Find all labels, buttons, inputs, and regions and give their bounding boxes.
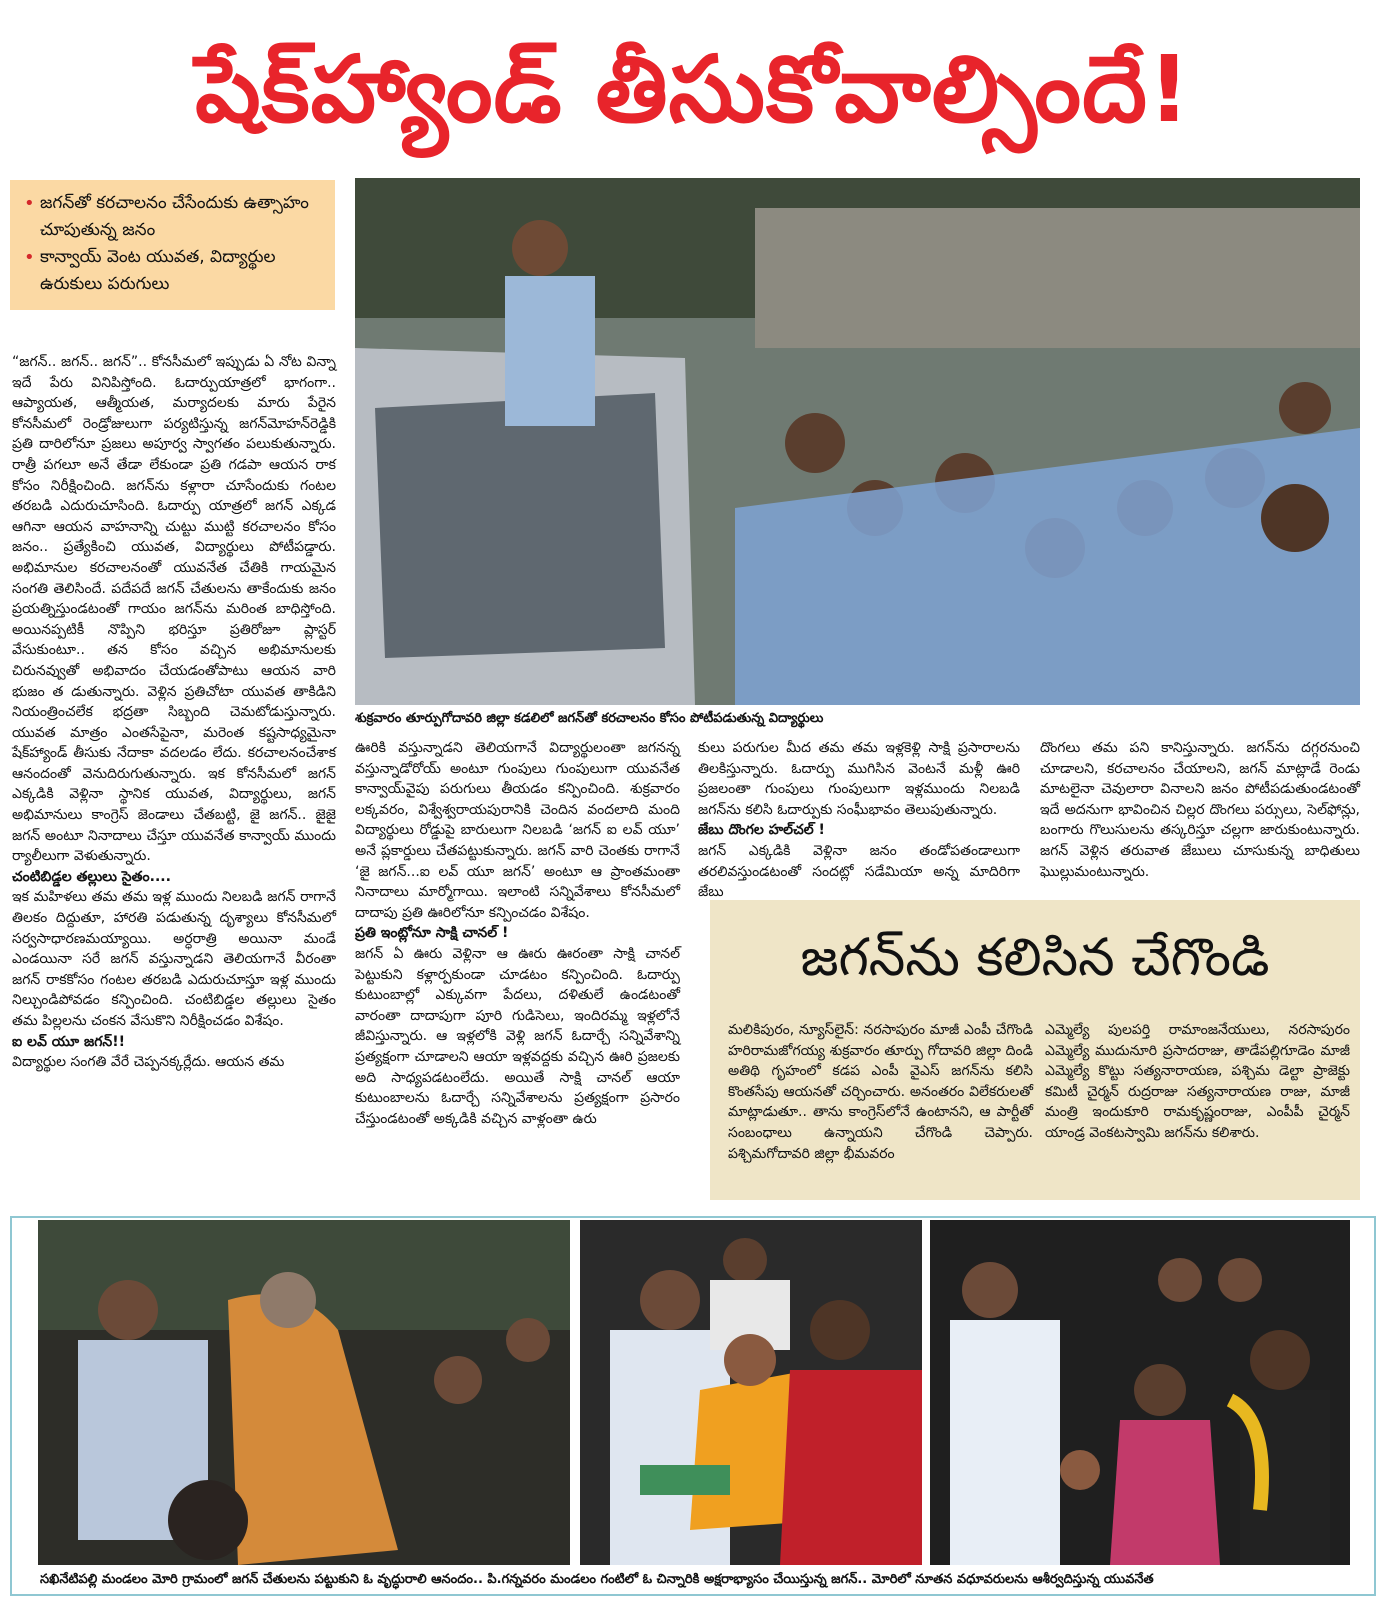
article-paragraph: విద్యార్థుల సంగతి వేరే చెప్పనక్కర్లేదు. ఆయన తమ bbox=[12, 1054, 285, 1071]
sidebar-column-1 bbox=[728, 1020, 1033, 1190]
highlight-item: • కాన్వాయ్ వెంట యువత, విద్యార్థుల ఉరుకులు పరుగులు bbox=[22, 244, 323, 298]
photo-child-letters bbox=[580, 1220, 922, 1565]
article-paragraph: దొంగలు తమ పని కానిస్తున్నారు. జగన్‌ను దగ్గరనుంచి చూడాలని, కరచాలనం చేయాలని, జగన్ మాట్లాడే రెండు మాటలైనా చెవులారా వినాలని జనం పోటీపడుతుండటంతో ఇదే అదనుగా భావించిన చిల్లర దొంగలు పర్సులు, సెల్‌ఫోన్లు, బంగారు గొలుసులను తస్కరిస్తూ చల్లగా జారుకుంటున్నారు. జగన్ వెళ్లిన తరువాత జేబులు చూసుకున్న బాధితులు ఘొల్లుమంటున్నారు. bbox=[1040, 740, 1360, 880]
article-paragraph: కులు పరుగుల మీద తమ తమ ఇళ్లకెళ్లి సాక్షి ప్రసారాలను తిలకిస్తున్నారు. ఓదార్పు ముగిసిన వెంటనే మళ్లీ ఊరి ప్రజలంతా గుంపులు గుంపులుగా ఇళ్లముందు నిలబడి జగన్‌ను కలిసి ఓదార్పుకు సంఘీభావం తెలుపుతున్నారు. bbox=[698, 740, 1020, 818]
highlight-item: • జగన్‌తో కరచాలనం చేసేందుకు ఉత్సాహం చూపుతున్న జనం bbox=[22, 190, 323, 244]
bullet-icon: • bbox=[24, 247, 35, 268]
article-paragraph: జగన్ ఎక్కడికి వెళ్లినా జనం తండోపతండాలుగా తరలివస్తుండటంతో సందట్లో సడేమియా అన్న మాదిరిగా జేబు bbox=[698, 842, 1020, 901]
highlights-box bbox=[10, 180, 335, 310]
photo-elderly-woman bbox=[38, 1220, 570, 1565]
subheading: ప్రతి ఇంట్లోనూ సాక్షి చానల్ ! bbox=[355, 925, 509, 942]
subheading: చంటిబిడ్డల తల్లులు సైతం.... bbox=[12, 868, 171, 885]
subheading: జేబు దొంగల హల్‌చల్ ! bbox=[698, 822, 825, 839]
article-paragraph: ఇక మహిళలు తమ తమ ఇళ్ల ముందు నిలబడి జగన్ రాగానే తిలకం దిద్దుతూ, హారతి పడుతున్న దృశ్యాలు కోనసీమలో సర్వసాధారణమయ్యాయి. అర్ధరాత్రి అయినా మండే ఎండయినా సరే జగన్ వస్తున్నాడని తెలియగానే వీరంతా జగన్ రాకకోసం గంటల తరబడి ఎదురుచూస్తూ ఇళ్ల ముందు నిల్చుండిపోవడం కన్పించింది. చంటిబిడ్డల తల్లులు సైతం తమ పిల్లలను చంకన వేసుకొని నిరీక్షించడం విశేషం. bbox=[12, 889, 336, 1029]
photo-child-letters-icon bbox=[580, 1220, 922, 1565]
bottom-photos-caption: సఖినేటిపల్లి మండలం మోరి గ్రామంలో జగన్ చేతులను పట్టుకుని ఓ వృద్ధురాలి ఆనందం.. పి.గన్నవరం మండలం గంటిలో ఓ చిన్నారికి అక్షరాభ్యాసం చేయిస్తున్న జగన్.. మోరిలో నూతన వధూవరులను ఆశీర్వదిస్తున్న యువనేత bbox=[40, 1572, 1154, 1587]
article-paragraph: “జగన్.. జగన్.. జగన్”.. కోనసీమలో ఇప్పుడు ఏ నోట విన్నా ఇదే పేరు వినిపిస్తోంది. ఓదార్పుయాత్రలో భాగంగా.. ఆప్యాయత, ఆత్మీయత, మర్యాదలకు మారు పేరైన కోనసీమలో రెండ్రోజులుగా పర్యటిస్తున్న జగన్‌మోహన్‌రెడ్డికి ప్రతి దారిలోనూ ప్రజలు అపూర్వ స్వాగతం పలుకుతున్నారు. రాత్రీ పగలూ అనే తేడా లేకుండా ప్రతి గడపా ఆయన రాక కోసం నిరీక్షించింది. జగన్‌ను కళ్లారా చూసేందుకు గంటల తరబడి ఎదురుచూసింది. ఓదార్పు యాత్రలో జగన్ ఎక్కడ ఆగినా ఆయన వాహనాన్ని చుట్టు ముట్టి కరచాలనం కోసం జనం.. ప్రత్యేకించి యువత, విద్యార్థులు పోటీపడ్డారు. అభిమానుల కరచాలనంతో యువనేత చేతికి గాయమైన సంగతి తెలిసిందే. పదేపదే జగన్ చేతులను తాకేందుకు జనం ప్రయత్నిస్తుండటంతో గాయం జగన్‌ను మరింత బాధిస్తోంది. అయినప్పటికీ నొప్పిని భరిస్తూ ప్రతిరోజూ ప్లాస్టర్ వేసుకుంటూ.. తన కోసం వచ్చిన అభిమానులకు చిరునవ్వుతో అభివాదం చేయడంతోపాటు ఆయన వారి భుజం త డుతున్నారు. వెళ్లిన ప్రతిచోటా యువత తాకిడిని నియంత్రించలేక భద్రతా సిబ్బంది చెమటోడుస్తున్నారు. యువత మాత్రం ఎంతసేపైనా, మరెంత కష్టసాధ్యమైనా షేక్‌హ్యాండ్ తీసుకు నేదాకా వదలడం లేదు. కరచాలనంచేశాక ఆనందంతో వెనుదిరుగుతున్నారు. ఇక కోనసీమలో జగన్ ఎక్కడికి వెళ్లినా స్థానిక యువత, విద్యార్థులు, జగన్ అభిమానులు కాంగ్రెస్ జెండాలు చేతబట్టి, జై జగన్.. జైజై జగన్ అంటూ నినాదాలు చేస్తూ యువనేత కాన్వాయ్ ముందు ర్యాలీలుగా వెళుతున్నారు. bbox=[12, 354, 336, 865]
sidebar-title: జగన్‌ను కలిసిన చేగొండి bbox=[800, 928, 1270, 988]
photo-newlyweds-icon bbox=[930, 1220, 1350, 1565]
main-photo bbox=[355, 178, 1360, 705]
photo-students-icon bbox=[355, 178, 1360, 705]
article-paragraph: జగన్ ఏ ఊరు వెళ్లినా ఆ ఊరు ఊరంతా సాక్షి చానల్ పెట్టుకుని కళ్లార్పకుండా చూడటం కన్పించింది. ఓదార్పు కుటుంబాల్లో ఎక్కువగా పేదలు, దళితులే ఉండటంతో వారంతా దాదాపుగా పూరి గుడిసెలు, ఇందిరమ్మ ఇళ్లలోనే జీవిస్తున్నారు. ఆ ఇళ్లలోకి వెళ్లి జగన్ ఓదార్చే సన్నివేశాన్ని ప్రత్యక్షంగా చూడాలని ఆయా ఇళ్లవద్దకు వచ్చిన ఊరి ప్రజలకు అది సాధ్యపడటంలేదు. అయితే సాక్షి చానల్ ఆయా కుటుంబాలను ఓదార్చే సన్నివేశాలను ప్రత్యక్షంగా ప్రసారం చేస్తుండటంతో అక్కడికి వచ్చిన వాళ్లంతా ఉరు bbox=[355, 945, 680, 1127]
sidebar-column-2 bbox=[1045, 1020, 1350, 1190]
photo-elderly-woman-icon bbox=[38, 1220, 570, 1565]
article-column-3 bbox=[698, 738, 1020, 901]
headline: షేక్‌హ్యాండ్ తీసుకోవాల్సిందే! bbox=[195, 36, 1191, 143]
article-paragraph: ఊరికి వస్తున్నాడని తెలియగానే విద్యార్థులంతా జగనన్న వస్తున్నాడోరోయ్ అంటూ గుంపులు గుంపులుగా యువనేత కాన్వాయ్‌వైపు పరుగులు తీయడం కన్పించింది. శుక్రవారం లక్కవరం, విశ్వేశ్వరాయపురానికి చెందిన వందలాది మంది విద్యార్థులు రోడ్డుపై బారులుగా నిలబడి ‘జగన్ ఐ లవ్ యూ’ అనే ప్లకార్డులు చేతపట్టుకున్నారు. జగన్ వారి చెంతకు రాగానే ‘జై జగన్...ఐ లవ్ యూ జగన్’ అంటూ ఆ ప్రాంతమంతా నినాదాలు మార్మోగాయి. ఇలాంటి సన్నివేశాలు కోనసీమలో దాదాపు ప్రతి ఊరిలోనూ కన్పించడం విశేషం. bbox=[355, 740, 680, 921]
bullet-icon: • bbox=[24, 193, 35, 214]
subheading: ఐ లవ్ యూ జగన్!! bbox=[12, 1033, 126, 1050]
article-column-1 bbox=[12, 352, 336, 1190]
sidebar-paragraph: మలికిపురం, న్యూస్‌లైన్: నరసాపురం మాజీ ఎంపీ చేగొండి హరిరామజోగయ్య శుక్రవారం తూర్పు గోదావరి జిల్లా దిండి అతిథి గృహంలో కడప ఎంపీ వైఎస్ జగన్‌ను కలిసి కొంతసేపు ఆయనతో చర్చించారు. అనంతరం విలేకరులతో మాట్లాడుతూ.. తాను కాంగ్రెస్‌లోనే ఉంటానని, ఆ పార్టీతో సంబంధాలు ఉన్నాయని చేగొండి చెప్పారు. పశ్చిమగోదావరి జిల్లా భీమవరం bbox=[728, 1022, 1033, 1162]
article-column-2 bbox=[355, 738, 680, 1190]
sidebar-paragraph: ఎమ్మెల్యే పులపర్తి రామాంజనేయులు, నరసాపురం ఎమ్మెల్యే ముదునూరి ప్రసాదరాజు, తాడేపల్లిగూడెం మాజీ ఎమ్మెల్యే కొట్టు సత్యనారాయణ, పశ్చిమ డెల్టా ప్రాజెక్టు కమిటీ చైర్మన్ రుద్రరాజు సత్యనారాయణ రాజు, మాజీ మంత్రి ఇందుకూరి రామకృష్ణంరాజు, ఎంపీపీ చైర్మన్ యాండ్ర వెంకటస్వామి జగన్‌ను కలిశారు. bbox=[1045, 1022, 1350, 1141]
main-photo-caption: శుక్రవారం తూర్పుగోదావరి జిల్లా కడలిలో జగన్‌తో కరచాలనం కోసం పోటీపడుతున్న విద్యార్థులు bbox=[355, 711, 824, 726]
photo-newlyweds bbox=[930, 1220, 1350, 1565]
article-column-4 bbox=[1040, 738, 1360, 890]
